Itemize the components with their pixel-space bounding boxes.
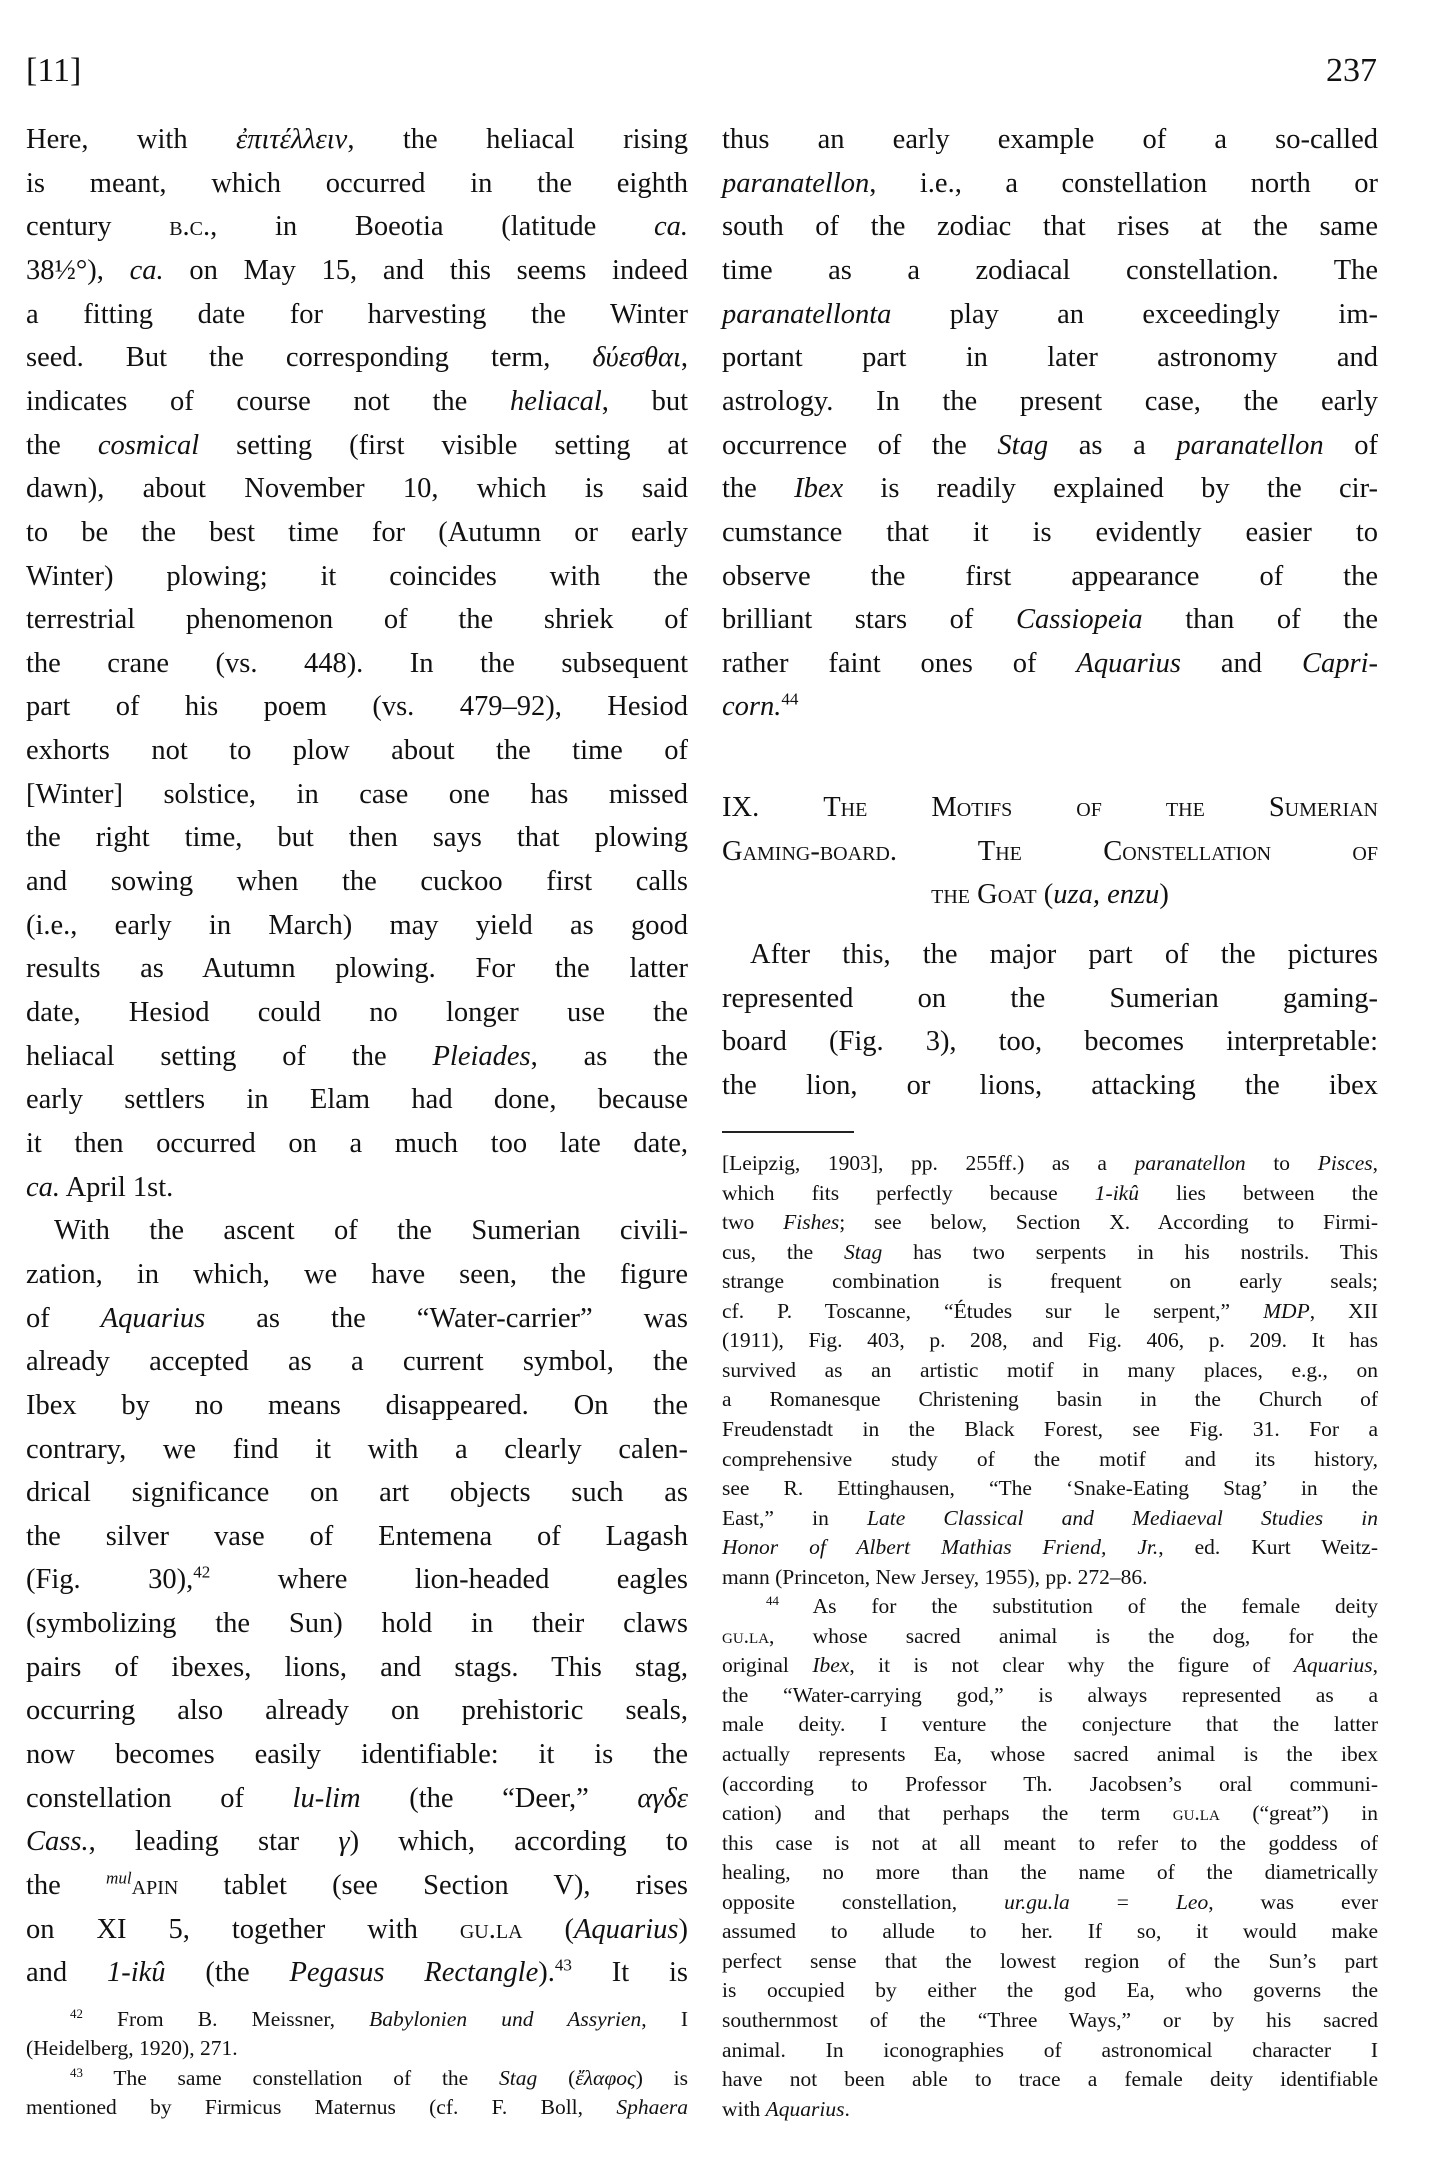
footnote-line: strange combination is frequent on early seals; [722,1269,1378,1294]
page-number: 237 [1326,52,1377,89]
body-line: seed. But the corresponding term, δύεσθαι, [26,342,688,374]
body-line: ca. April 1st. [26,1171,174,1203]
footnote-line: actually represents Ea, whose sacred animal is the ibex [722,1742,1378,1766]
body-line: the crane (vs. 448). In the subsequent [26,647,688,679]
body-line: the right time, but then says that plowing [26,822,688,854]
footnote-line: southernmost of the “Three Ways,” or by his sacred [722,2007,1378,2032]
body-line: to be the best time for (Autumn or early [26,516,688,548]
footnote-line: mentioned by Firmicus Maternus (cf. F. Boll, Sphaera [26,2095,688,2119]
body-line: occurring also already on prehistoric seals, [26,1695,688,1727]
body-line: (symbolizing the Sun) hold in their claws [26,1608,688,1640]
body-line: and 1-ikû (the Pegasus Rectangle).$^{43}$ It is [26,1955,689,1989]
footnote-line: cation) and that perhaps the term gu.la (“great”) in [722,1801,1378,1826]
body-line: exhorts not to plow about the time of [26,735,688,767]
body-line: is meant, which occurred in the eighth [26,167,688,199]
footnote-line: Freudenstadt in the Black Forest, see Fig. 31. For a [722,1416,1378,1441]
footnote-line: original Ibex, it is not clear why the figure of Aquarius, [722,1653,1379,1678]
footnote-line: [Leipzig, 1903], pp. 255ff.) as a paranatellon to Pisces, [722,1151,1378,1175]
footnote-line: the “Water-carrying god,” is always represented as a [722,1682,1378,1707]
footnote-line: (according to Professor Th. Jacobsen’s oral communi- [722,1771,1378,1796]
body-line: the $^{mul}$apin tablet (see Section V), rises [26,1868,688,1901]
body-line: paranatellonta play an exceedingly im- [722,298,1378,330]
body-line: portant part in later astronomy and [722,342,1378,374]
body-line: occurrence of the Stag as a paranatellon of [722,429,1378,461]
body-line: pairs of ibexes, lions, and stags. This stag, [26,1651,688,1683]
body-line: contrary, we find it with a clearly calen- [26,1433,688,1465]
body-line: now becomes easily identifiable: it is the [26,1739,688,1771]
footnote-line: assumed to allude to her. If so, it would make [722,1919,1378,1944]
body-line: drical significance on art objects such as [26,1477,688,1509]
footnote-line: two Fishes; see below, Section X. According to Firmi- [722,1210,1379,1235]
body-line: astrology. In the present case, the early [722,385,1378,417]
section-number: [11] [26,52,82,89]
body-line: Here, with ἐπιτέλλειν, the heliacal rising [26,124,689,155]
body-line: dawn), about November 10, which is said [26,473,688,505]
body-line: terrestrial phenomenon of the shriek of [26,604,688,636]
footnote-rule [722,1131,854,1133]
body-line: board (Fig. 3), too, becomes interpretable: [722,1026,1378,1058]
body-line: Winter) plowing; it coincides with the [26,560,688,592]
body-line: thus an early example of a so-called [722,124,1378,155]
body-line: Ibex by no means disappeared. On the [26,1389,688,1421]
body-line: the cosmical setting (first visible setting at [26,429,688,461]
body-line: date, Hesiod could no longer use the [26,997,688,1028]
body-line: on XI 5, together with gu.la (Aquarius) [26,1913,688,1945]
body-line: After this, the major part of the pictures [750,939,1378,970]
footnote-line: healing, no more than the name of the diametrically [722,1860,1378,1885]
section-heading-line: Gaming-board. The Constellation of [722,836,1378,867]
footnote-line: is occupied by either the god Ea, who governs the [722,1978,1378,2003]
footnote-line: $^{44}$ As for the substitution of the female deity [766,1594,1378,1619]
footnote-line: a Romanesque Christening basin in the Church of [722,1387,1378,1412]
footnote-line: which fits perfectly because 1-ikû lies between the [722,1180,1378,1205]
body-line: corn.$^{44}$ [722,689,799,723]
footnote-line: this case is not at all meant to refer to the goddess of [722,1830,1378,1855]
body-line: it then occurred on a much too late date, [26,1127,688,1159]
footnote-line: comprehensive study of the motif and its history, [722,1446,1378,1471]
body-line: indicates of course not the heliacal, but [26,385,689,417]
footnote-line: East,” in Late Classical and Mediaeval Studies in [722,1505,1378,1530]
body-line: the silver vase of Entemena of Lagash [26,1520,688,1552]
body-line: zation, in which, we have seen, the figure [26,1258,688,1290]
body-line: cumstance that it is evidently easier to [722,516,1378,548]
body-line: Cass., leading star γ) which, according to [26,1826,688,1858]
footnote-line: gu.la, whose sacred animal is the dog, for the [722,1623,1378,1648]
body-line: heliacal setting of the Pleiades, as the [26,1040,688,1072]
body-line: the Ibex is readily explained by the cir- [722,473,1378,505]
body-line: already accepted as a current symbol, the [26,1346,688,1378]
body-line: south of the zodiac that rises at the same [722,211,1378,243]
body-line: paranatellon, i.e., a constellation north or [722,167,1378,199]
footnote-line: animal. In iconographies of astronomical character I [722,2037,1378,2062]
footnote-line: with Aquarius. [722,2096,850,2121]
body-line: early settlers in Elam had done, because [26,1084,688,1116]
footnote-line: Honor of Albert Mathias Friend, Jr., ed. Kurt Weitz- [722,1535,1379,1560]
footnote-line: see R. Ettinghausen, “The ‘Snake-Eating Stag’ in the [722,1476,1378,1501]
footnote-line: have not been able to trace a female deity identifiable [722,2067,1378,2092]
footnote-line: cus, the Stag has two serpents in his nostrils. This [722,1239,1378,1264]
body-line: With the ascent of the Sumerian civili- [54,1215,688,1247]
body-line: a fitting date for harvesting the Winter [26,298,688,330]
body-line: [Winter] solstice, in case one has missed [26,778,688,810]
body-line: time as a zodiacal constellation. The [722,254,1378,286]
body-line: part of his poem (vs. 479–92), Hesiod [26,691,688,723]
section-heading-line: IX. The Motifs of the Sumerian [722,792,1379,823]
footnote-line: survived as an artistic motif in many places, e.g., on [722,1357,1378,1382]
footnote-line: opposite constellation, ur.gu.la = Leo, was ever [722,1889,1378,1914]
footnote-line: $^{42}$ From B. Meissner, Babylonien und Assyrien, I [70,2006,688,2031]
body-line: rather faint ones of Aquarius and Capri- [722,647,1378,679]
body-line: (Fig. 30),$^{42}$ where lion-headed eagles [26,1562,689,1596]
body-line: brilliant stars of Cassiopeia than of the [722,604,1378,636]
body-line: results as Autumn plowing. For the latter [26,953,688,985]
body-line: of Aquarius as the “Water-carrier” was [26,1302,689,1334]
body-line: and sowing when the cuckoo first calls [26,866,688,898]
body-line: 38½°), ca. on May 15, and this seems indeed [26,254,688,286]
footnote-line: (Heidelberg, 1920), 271. [26,2036,238,2060]
body-line: the lion, or lions, attacking the ibex [722,1069,1378,1101]
body-line: represented on the Sumerian gaming- [722,982,1378,1014]
footnote-line: mann (Princeton, New Jersey, 1955), pp. 272–86. [722,1564,1148,1589]
footnote-line: male deity. I venture the conjecture that the latter [722,1712,1378,1737]
section-heading-line: the Goat (uza, enzu) [931,879,1169,910]
footnote-line: perfect sense that the lowest region of the Sun’s part [722,1948,1378,1973]
body-line: constellation of lu-lim (the “Deer,” αγδε [26,1782,689,1814]
footnote-line: cf. P. Toscanne, “Études sur le serpent,” MDP, XII [722,1298,1378,1323]
body-line: century b.c., in Boeotia (latitude ca. [26,211,688,243]
body-line: (i.e., early in March) may yield as good [26,909,688,941]
footnote-line: $^{43}$ The same constellation of the Stag (ἔλαφος) is [70,2065,688,2090]
footnote-line: (1911), Fig. 403, p. 208, and Fig. 406, p. 209. It has [722,1328,1378,1353]
body-line: observe the first appearance of the [722,560,1378,592]
